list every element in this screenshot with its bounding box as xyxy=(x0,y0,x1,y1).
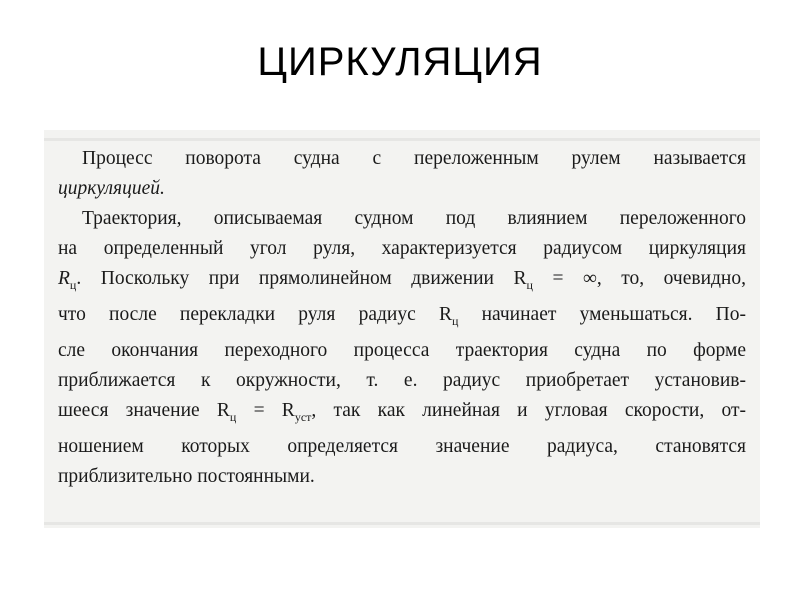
text-line: приблизительно постоянными. xyxy=(58,465,315,487)
text-line: на определенный угол руля, характеризуется радиусом циркуляция xyxy=(58,238,746,259)
text-line: ношением которых определяется значение радиуса, становятся xyxy=(58,435,746,457)
text-line: шееся значение $R_ц = R_{уст}$, так как линейная и угловая скорости, от- xyxy=(58,399,746,424)
text-line: циркуляцией. xyxy=(58,178,165,199)
slide-title: ЦИРКУЛЯЦИЯ xyxy=(257,40,543,84)
scanned-text-image xyxy=(44,130,760,528)
text-line: приближается к окружности, т. е. радиус приобретает установив- xyxy=(58,369,746,391)
text-line: $R_ц$. Поскольку при прямолинейном движении $R_ц$ = ∞, то, очевидно, xyxy=(58,268,746,292)
text-line: что после перекладки руля радиус $R_ц$ начинает уменьшаться. По- xyxy=(58,303,746,328)
text-line: Процесс поворота судна с переложенным рулем называется xyxy=(82,148,746,169)
text-line: Траектория, описываемая судном под влиянием переложенного xyxy=(82,208,746,229)
document-body xyxy=(58,144,746,492)
text-line: сле окончания переходного процесса траектория судна по форме xyxy=(58,339,746,361)
